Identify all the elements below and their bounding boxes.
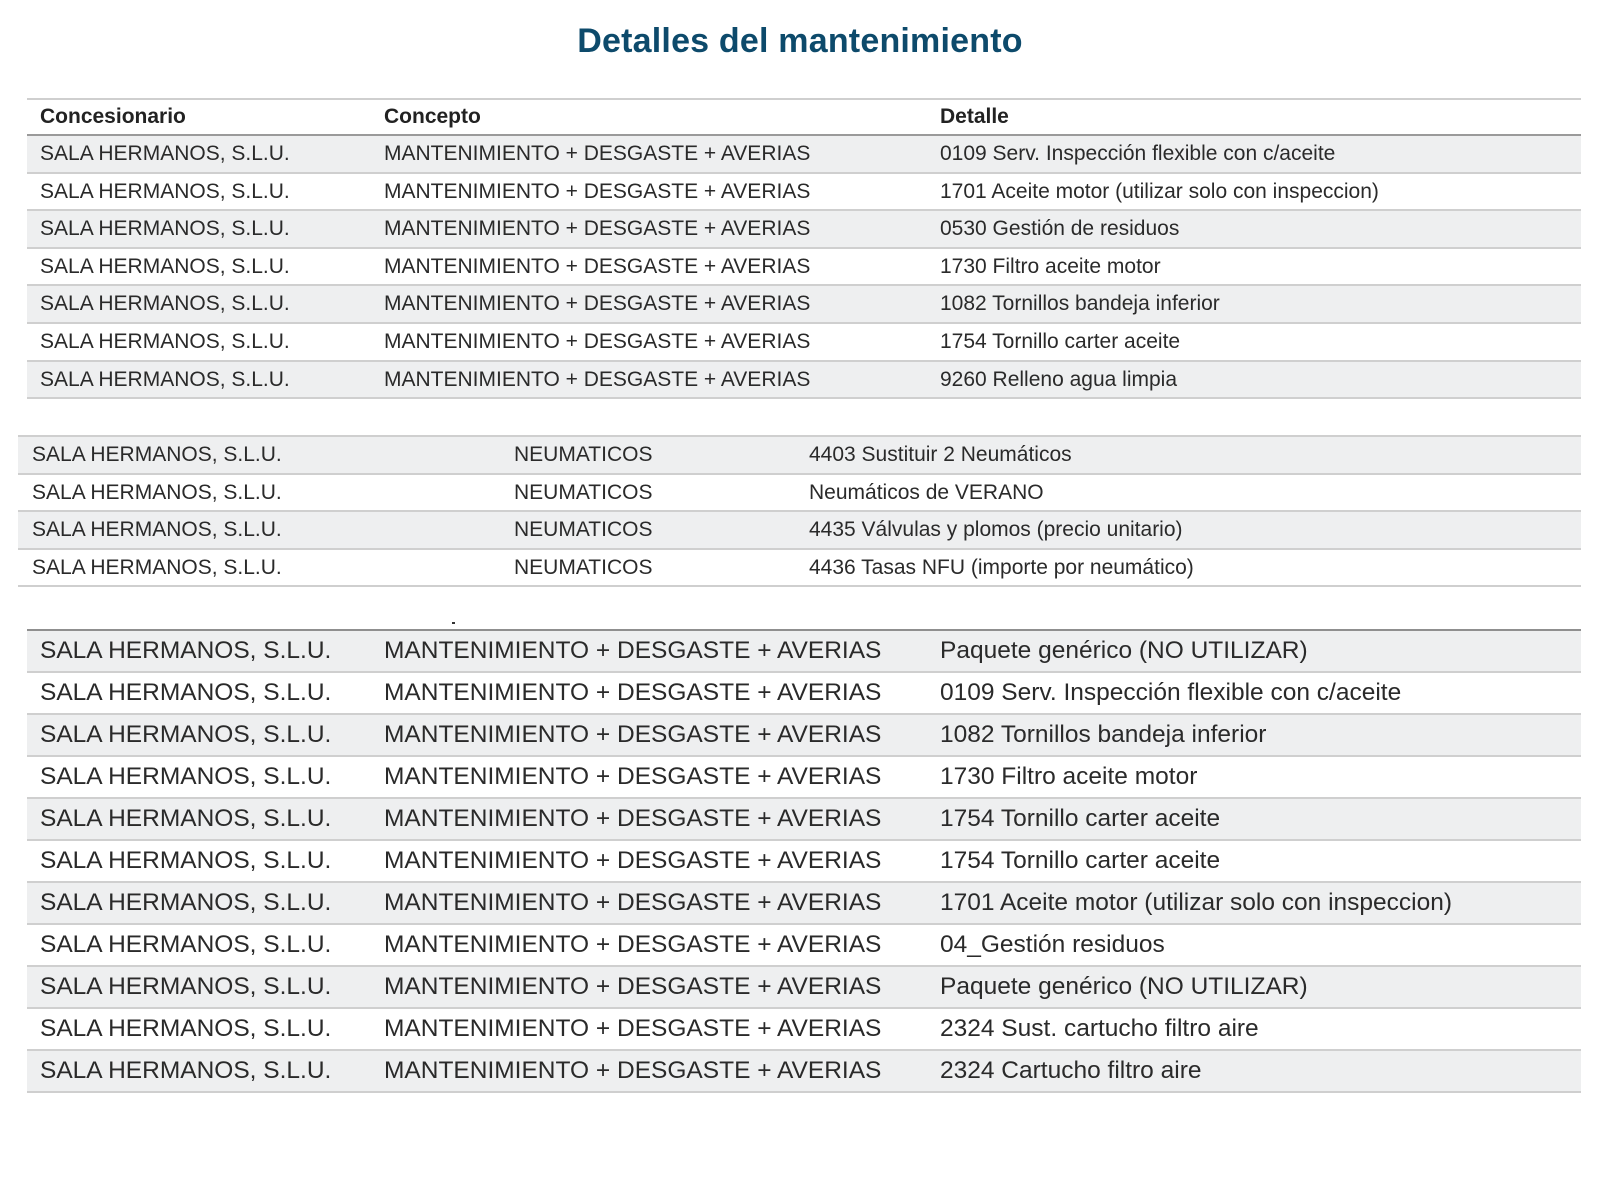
cell-detalle: Neumáticos de VERANO — [809, 480, 1044, 504]
cell-detalle: 1730 Filtro aceite motor — [940, 254, 1161, 278]
tires-table-body — [18, 437, 1581, 587]
cell-concesionario: SALA HERMANOS, S.L.U. — [40, 1057, 332, 1084]
cell-concepto: MANTENIMIENTO + DESGASTE + AVERIAS — [384, 179, 811, 203]
cell-concepto: MANTENIMIENTO + DESGASTE + AVERIAS — [384, 931, 882, 958]
cell-concesionario: SALA HERMANOS, S.L.U. — [40, 217, 290, 241]
cell-detalle: 1082 Tornillos bandeja inferior — [940, 292, 1220, 316]
cell-detalle: 1730 Filtro aceite motor — [940, 763, 1198, 790]
cell-detalle: 4403 Sustituir 2 Neumáticos — [809, 443, 1072, 466]
cell-concesionario: SALA HERMANOS, S.L.U. — [40, 721, 332, 748]
cell-detalle: 1701 Aceite motor (utilizar solo con inspeccion) — [940, 179, 1379, 203]
cell-detalle: 4436 Tasas NFU (importe por neumático) — [809, 555, 1194, 579]
cell-concesionario: SALA HERMANOS, S.L.U. — [40, 805, 332, 832]
cell-concesionario: SALA HERMANOS, S.L.U. — [40, 931, 332, 958]
cell-concepto: MANTENIMIENTO + DESGASTE + AVERIAS — [384, 1057, 882, 1084]
cell-detalle: 1082 Tornillos bandeja inferior — [940, 721, 1267, 748]
cell-concesionario: SALA HERMANOS, S.L.U. — [40, 254, 290, 278]
cell-concesionario: SALA HERMANOS, S.L.U. — [32, 518, 282, 541]
cell-concepto: MANTENIMIENTO + DESGASTE + AVERIAS — [384, 889, 882, 916]
cell-detalle: 0530 Gestión de residuos — [940, 217, 1180, 241]
cell-detalle: Paquete genérico (NO UTILIZAR) — [940, 973, 1308, 1000]
table-row — [27, 673, 1581, 715]
cell-concepto: NEUMATICOS — [514, 443, 653, 466]
cell-concepto: NEUMATICOS — [514, 555, 653, 579]
maintenance-table-body — [27, 136, 1581, 399]
maintenance-table — [27, 98, 1581, 399]
cell-detalle: 0109 Serv. Inspección flexible con c/aceite — [940, 679, 1402, 706]
table-row — [18, 550, 1581, 588]
table-row — [27, 362, 1581, 400]
cell-concepto: MANTENIMIENTO + DESGASTE + AVERIAS — [384, 637, 882, 664]
cell-concesionario: SALA HERMANOS, S.L.U. — [32, 555, 282, 579]
cell-concepto: MANTENIMIENTO + DESGASTE + AVERIAS — [384, 805, 882, 832]
cell-concepto: MANTENIMIENTO + DESGASTE + AVERIAS — [384, 142, 811, 165]
cell-concepto: NEUMATICOS — [514, 518, 653, 541]
cell-concepto: MANTENIMIENTO + DESGASTE + AVERIAS — [384, 721, 882, 748]
cell-detalle: 2324 Sust. cartucho filtro aire — [940, 1015, 1259, 1042]
cell-concesionario: SALA HERMANOS, S.L.U. — [40, 763, 332, 790]
cell-concepto: MANTENIMIENTO + DESGASTE + AVERIAS — [384, 367, 811, 391]
table-row — [27, 799, 1581, 841]
cell-concepto: MANTENIMIENTO + DESGASTE + AVERIAS — [384, 973, 882, 1000]
cell-concesionario: SALA HERMANOS, S.L.U. — [40, 292, 290, 316]
cell-concesionario: SALA HERMANOS, S.L.U. — [40, 329, 290, 353]
cell-concesionario: SALA HERMANOS, S.L.U. — [40, 367, 290, 391]
cell-detalle: 1701 Aceite motor (utilizar solo con inspeccion) — [940, 889, 1453, 916]
table-row — [27, 211, 1581, 249]
column-header-concesionario: Concesionario — [40, 105, 186, 128]
cell-concesionario: SALA HERMANOS, S.L.U. — [40, 847, 332, 874]
cell-detalle: 04_Gestión residuos — [940, 931, 1165, 958]
cell-concesionario: SALA HERMANOS, S.L.U. — [40, 179, 290, 203]
cell-concepto: MANTENIMIENTO + DESGASTE + AVERIAS — [384, 679, 882, 706]
table-row — [18, 512, 1581, 550]
cell-concepto: MANTENIMIENTO + DESGASTE + AVERIAS — [384, 254, 811, 278]
column-header-detalle: Detalle — [940, 105, 1009, 128]
cell-detalle: 1754 Tornillo carter aceite — [940, 847, 1221, 874]
cell-concepto: MANTENIMIENTO + DESGASTE + AVERIAS — [384, 847, 882, 874]
cell-concesionario: SALA HERMANOS, S.L.U. — [32, 443, 282, 466]
table-row — [27, 715, 1581, 757]
cell-concesionario: SALA HERMANOS, S.L.U. — [40, 142, 290, 165]
table-row — [27, 631, 1581, 673]
page-title: Detalles del mantenimiento — [577, 22, 1023, 60]
table-row — [27, 841, 1581, 883]
cell-detalle: 0109 Serv. Inspección flexible con c/aceite — [940, 142, 1336, 165]
cell-detalle: 2324 Cartucho filtro aire — [940, 1057, 1202, 1084]
cell-concepto: MANTENIMIENTO + DESGASTE + AVERIAS — [384, 1015, 882, 1042]
maintenance-table-extended-body — [27, 631, 1581, 1093]
cell-concesionario: SALA HERMANOS, S.L.U. — [40, 679, 332, 706]
cell-detalle: 1754 Tornillo carter aceite — [940, 805, 1221, 832]
table-row — [18, 437, 1581, 475]
table-row — [27, 1051, 1581, 1093]
cell-concesionario: SALA HERMANOS, S.L.U. — [40, 1015, 332, 1042]
cell-detalle: Paquete genérico (NO UTILIZAR) — [940, 637, 1308, 664]
cell-concepto: MANTENIMIENTO + DESGASTE + AVERIAS — [384, 763, 882, 790]
table-row — [27, 883, 1581, 925]
cell-detalle: 1754 Tornillo carter aceite — [940, 329, 1181, 353]
table-row — [27, 324, 1581, 362]
table-row — [27, 136, 1581, 174]
cell-concepto: MANTENIMIENTO + DESGASTE + AVERIAS — [384, 292, 811, 316]
cell-concepto: MANTENIMIENTO + DESGASTE + AVERIAS — [384, 217, 811, 241]
table-row — [27, 925, 1581, 967]
cell-detalle: 9260 Relleno agua limpia — [940, 367, 1177, 391]
table-row — [27, 174, 1581, 212]
cell-concepto: MANTENIMIENTO + DESGASTE + AVERIAS — [384, 329, 811, 353]
table-header-row — [27, 100, 1581, 136]
table-row — [27, 757, 1581, 799]
table-row — [27, 967, 1581, 1009]
stray-mark — [452, 622, 455, 624]
cell-detalle: 4435 Válvulas y plomos (precio unitario) — [809, 518, 1183, 541]
cell-concesionario: SALA HERMANOS, S.L.U. — [32, 480, 282, 504]
cell-concepto: NEUMATICOS — [514, 480, 653, 504]
table-row — [27, 1009, 1581, 1051]
cell-concesionario: SALA HERMANOS, S.L.U. — [40, 889, 332, 916]
column-header-concepto: Concepto — [384, 105, 481, 128]
cell-concesionario: SALA HERMANOS, S.L.U. — [40, 637, 332, 664]
tires-table — [18, 435, 1581, 587]
table-row — [27, 286, 1581, 324]
table-row — [18, 475, 1581, 513]
maintenance-table-extended — [27, 629, 1581, 1093]
table-row — [27, 249, 1581, 287]
cell-concesionario: SALA HERMANOS, S.L.U. — [40, 973, 332, 1000]
